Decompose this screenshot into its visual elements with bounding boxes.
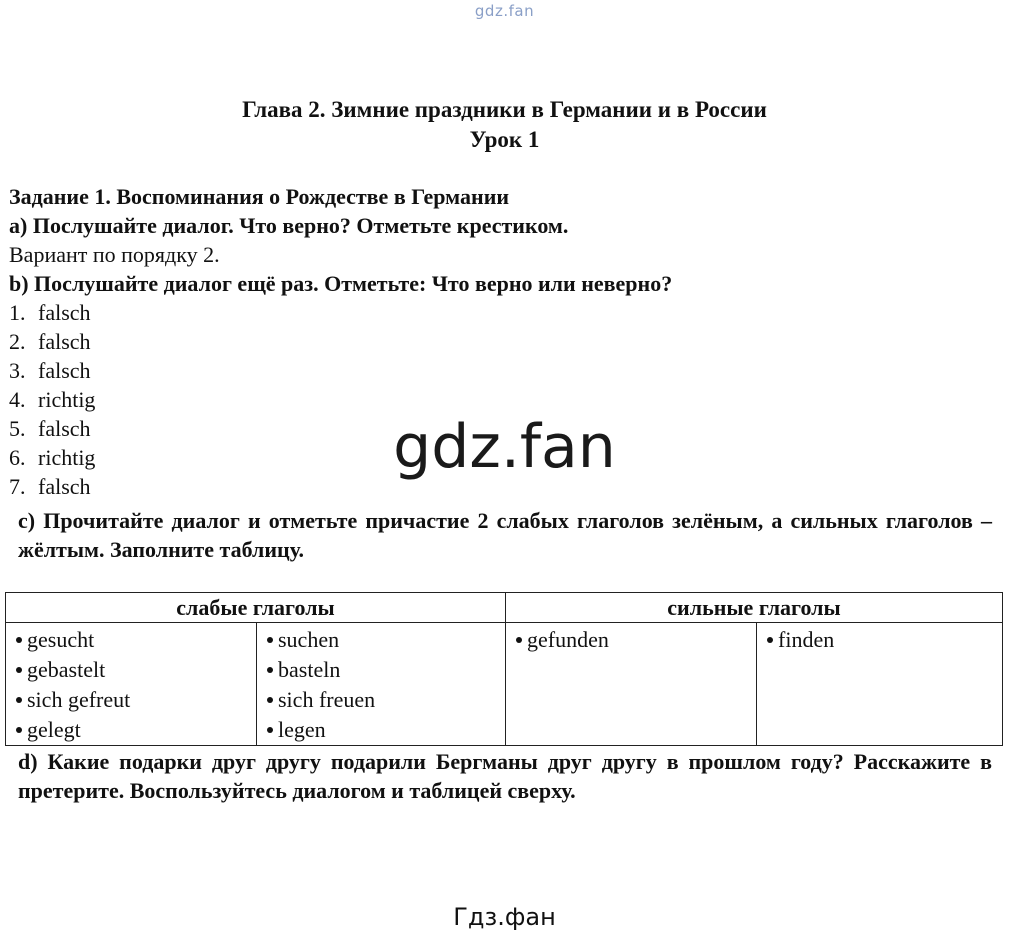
instruction-a: а) Послушайте диалог. Что верно? Отметьте крестиком. [9,213,569,238]
verb-form: gebastelt [27,657,106,682]
list-item [767,625,1002,655]
bullet-icon [16,727,22,733]
watermark-middle: gdz.fan [393,412,616,482]
item-answer: falsch [38,358,91,383]
bullet-icon [267,637,273,643]
item-answer: falsch [38,416,91,441]
item-number: 1. [9,300,26,325]
instruction-c: c) Прочитайте диалог и отметьте причастие 2 слабых глаголов зелёным, а сильных глаголов – жёлтым. Заполните таблицу. [18,508,992,562]
list-item [9,327,95,356]
verb-form: sich freuen [278,687,376,712]
chapter-title: Глава 2. Зимние праздники в Германии и в России [242,97,767,122]
verb-form: gesucht [27,627,95,652]
list-item [9,356,95,385]
weak-infinitives-cell [257,623,506,746]
task-title: Задание 1. Воспоминания о Рождестве в Германии [9,184,510,209]
item-number: 7. [9,474,26,499]
item-answer: richtig [38,445,96,470]
lesson-title: Урок 1 [469,127,540,152]
verb-form: suchen [278,627,340,652]
verb-form: basteln [278,657,341,682]
answer-a: Вариант по порядку 2. [9,242,220,267]
bullet-icon [516,637,522,643]
weak-verbs-header: слабые глаголы [6,593,506,623]
verb-form: gelegt [27,717,81,742]
list-item [267,685,505,715]
list-item [9,385,95,414]
list-item [516,625,756,655]
weak-participles-cell [6,623,257,746]
strong-participles-cell [506,623,757,746]
item-number: 6. [9,445,26,470]
list-item [267,715,505,745]
list-item [267,625,505,655]
item-answer: richtig [38,387,96,412]
item-answer: falsch [38,300,91,325]
bullet-icon [267,667,273,673]
bullet-icon [267,727,273,733]
bullet-icon [16,637,22,643]
list-item [9,298,95,327]
strong-infinitives-cell [757,623,1003,746]
watermark-bottom: Гдз.фан [453,903,556,931]
verbs-table [5,592,1003,746]
item-number: 3. [9,358,26,383]
verb-form: gefunden [527,627,609,652]
strong-verbs-header: сильные глаголы [506,593,1003,623]
instruction-b: b) Послушайте диалог ещё раз. Отметьте: Что верно или неверно? [9,271,673,296]
verb-form: finden [778,627,835,652]
item-number: 5. [9,416,26,441]
item-answer: falsch [38,329,91,354]
bullet-icon [16,667,22,673]
watermark-top: gdz.fan [474,2,535,20]
verb-form: legen [278,717,326,742]
list-item [16,685,256,715]
bullet-icon [16,697,22,703]
instruction-d: d) Какие подарки друг другу подарили Бергманы друг другу в прошлом году? Расскажите в претерите. Воспользуйтесь диалогом и таблицей сверху. [18,749,992,803]
list-item [16,625,256,655]
list-item [16,655,256,685]
bullet-icon [267,697,273,703]
list-item [16,715,256,745]
list-item [267,655,505,685]
bullet-icon [767,637,773,643]
item-number: 4. [9,387,26,412]
verb-form: sich gefreut [27,687,131,712]
item-number: 2. [9,329,26,354]
item-answer: falsch [38,474,91,499]
